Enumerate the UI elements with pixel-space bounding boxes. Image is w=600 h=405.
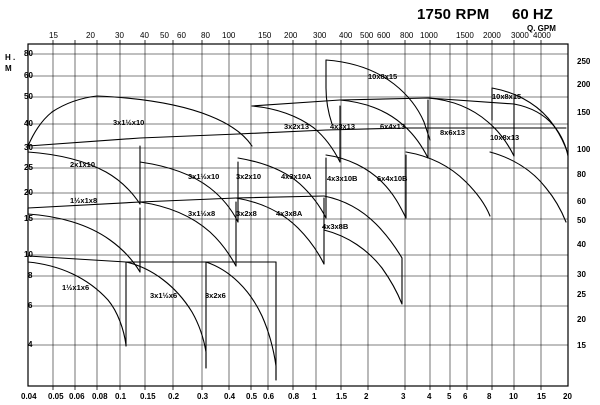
curve-label: 3x1½x10 xyxy=(113,118,145,127)
curve-label: 4x3x8B xyxy=(322,222,349,231)
curve-1-1/2x1x6 xyxy=(28,256,126,346)
x-bottom-tick: 0.5 xyxy=(246,392,258,401)
curve-6x4x13 xyxy=(428,98,514,156)
curve-label: 6x4x13 xyxy=(380,122,406,131)
curve-6-top-link xyxy=(28,256,276,262)
curve-label: 4x3x10A xyxy=(281,172,312,181)
y-left-tick: 15 xyxy=(24,214,33,223)
x-bottom-tick: 0.2 xyxy=(168,392,180,401)
x-top-tick: 60 xyxy=(177,31,186,40)
chart-title-rpm: 1750 RPM xyxy=(417,6,490,23)
x-bottom-tick: 6 xyxy=(463,392,468,401)
x-bottom-tick: 0.15 xyxy=(140,392,156,401)
x-bottom-tick: 4 xyxy=(427,392,432,401)
x-top-tick: 1500 xyxy=(456,31,474,40)
x-top-tick: 20 xyxy=(86,31,95,40)
y-left-tick: 40 xyxy=(24,119,33,128)
x-top-tick: 4000 xyxy=(533,31,551,40)
curve-label: 4x3x13 xyxy=(330,122,356,131)
curve-label: 1½x1x8 xyxy=(70,196,98,205)
x-top-tick: 80 xyxy=(201,31,210,40)
x-bottom-tick: 1 xyxy=(312,392,317,401)
curve-label: 3x2x8 xyxy=(236,209,257,218)
curve-13-top xyxy=(252,98,514,106)
y-left-tick: 8 xyxy=(28,271,33,280)
x-bottom-tick: 10 xyxy=(509,392,518,401)
x-top-tick: 50 xyxy=(160,31,169,40)
x-bottom-tick: 0.05 xyxy=(48,392,64,401)
curve-label: 3x1½x10 xyxy=(188,172,220,181)
curve-label: 4x3x10B xyxy=(327,174,358,183)
y-left-tick: 50 xyxy=(24,92,33,101)
y-right-tick: 60 xyxy=(577,197,586,206)
x-top-tick: 30 xyxy=(115,31,124,40)
flow-unit-label: Q. GPM xyxy=(527,24,556,33)
curve-3x1-1/2x10-upper-left xyxy=(52,96,97,112)
y-left-tick: 20 xyxy=(24,188,33,197)
x-bottom-tick: 20 xyxy=(563,392,572,401)
x-top-tick: 400 xyxy=(339,31,353,40)
x-top-tick: 600 xyxy=(377,31,391,40)
x-top-tick: 150 xyxy=(258,31,272,40)
y-right-tick: 100 xyxy=(577,145,591,154)
curve-10x8x15-left xyxy=(326,60,332,124)
curve-6x4x10B xyxy=(490,152,566,222)
y-right-tick: 250 xyxy=(577,57,591,66)
curve-label: 10x8x15 xyxy=(368,72,398,81)
y-left-tick: 6 xyxy=(28,301,33,310)
x-top-tick: 1000 xyxy=(420,31,438,40)
curve-label: 2x1x10 xyxy=(70,160,96,169)
curve-label: 6x4x10B xyxy=(377,174,408,183)
y-axis-label-line2: M xyxy=(5,64,12,73)
y-left-tick: 80 xyxy=(24,49,33,58)
curve-label: 3x1½x8 xyxy=(188,209,216,218)
x-top-tick: 40 xyxy=(140,31,149,40)
y-axis-label-line1: H . xyxy=(5,53,16,62)
x-bottom-tick: 3 xyxy=(401,392,406,401)
x-top-tick: 2000 xyxy=(483,31,501,40)
curve-label: 8x6x13 xyxy=(440,128,466,137)
y-left-tick: 25 xyxy=(24,163,33,172)
curve-label: 1½x1x6 xyxy=(62,283,90,292)
curve-3x2x13 xyxy=(252,106,340,162)
x-bottom-tick: 15 xyxy=(537,392,546,401)
curve-4x3x10B xyxy=(406,152,490,216)
x-bottom-tick: 8 xyxy=(487,392,492,401)
x-bottom-tick: 2 xyxy=(364,392,369,401)
y-left-tick: 30 xyxy=(24,143,33,152)
y-right-tick: 25 xyxy=(577,290,586,299)
y-right-tick: 150 xyxy=(577,108,591,117)
curve-3x1-1/2x10-upper-left2 xyxy=(28,112,52,146)
x-bottom-tick: 0.6 xyxy=(263,392,275,401)
x-bottom-tick: 0.08 xyxy=(92,392,108,401)
y-right-tick: 200 xyxy=(577,80,591,89)
x-bottom-tick: 0.4 xyxy=(224,392,236,401)
x-top-tick: 100 xyxy=(222,31,236,40)
x-bottom-tick: 0.04 xyxy=(21,392,37,401)
x-bottom-tick: 1.5 xyxy=(336,392,348,401)
y-left-tick: 10 xyxy=(24,250,33,259)
y-right-tick: 30 xyxy=(577,270,586,279)
x-bottom-tick: 5 xyxy=(447,392,452,401)
x-bottom-tick: 0.06 xyxy=(69,392,85,401)
curve-group xyxy=(28,60,568,380)
y-right-tick: 80 xyxy=(577,170,586,179)
x-bottom-tick: 0.3 xyxy=(197,392,209,401)
curve-label: 3x2x10 xyxy=(236,172,262,181)
y-right-tick: 15 xyxy=(577,341,586,350)
curve-label: 3x2x6 xyxy=(205,291,226,300)
curve-label: 3x2x13 xyxy=(284,122,310,131)
x-bottom-tick: 0.1 xyxy=(115,392,127,401)
curve-label: 10x8x15 xyxy=(492,92,522,101)
curve-label: 10x8x13 xyxy=(490,133,520,142)
x-top-tick: 800 xyxy=(400,31,414,40)
curve-4x3x10A xyxy=(326,155,406,218)
curve-1-1/2x1x8 xyxy=(28,208,140,272)
y-right-tick: 20 xyxy=(577,315,586,324)
x-top-tick: 3000 xyxy=(511,31,529,40)
y-left-tick: 4 xyxy=(28,340,33,349)
curve-3x1-1/2x6 xyxy=(126,262,206,368)
x-top-tick: 500 xyxy=(360,31,374,40)
x-top-tick: 300 xyxy=(313,31,327,40)
curve-3x2x8 xyxy=(236,198,324,264)
y-right-tick: 50 xyxy=(577,216,586,225)
curve-label: 4x3x8A xyxy=(276,209,303,218)
curve-3x2x6 xyxy=(206,262,276,380)
chart-title-hz: 60 HZ xyxy=(512,6,553,23)
x-top-tick: 15 xyxy=(49,31,58,40)
x-top-tick: 200 xyxy=(284,31,298,40)
curve-label: 3x1½x6 xyxy=(150,291,178,300)
y-left-tick: 60 xyxy=(24,71,33,80)
x-bottom-tick: 0.8 xyxy=(288,392,300,401)
y-right-tick: 40 xyxy=(577,240,586,249)
